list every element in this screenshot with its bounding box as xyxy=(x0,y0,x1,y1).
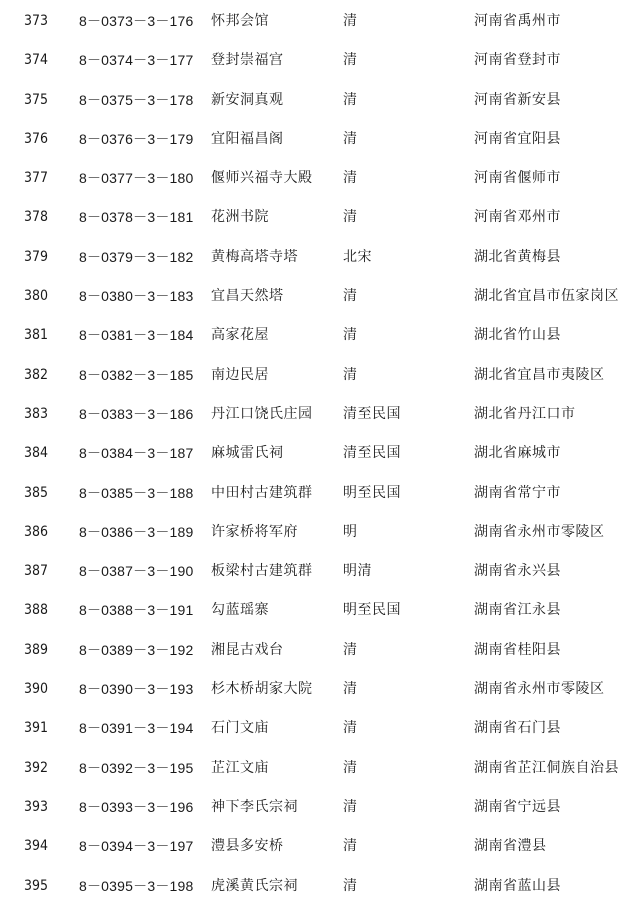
site-name-cell: 勾蓝瑶寨 xyxy=(211,602,269,619)
location-cell: 湖南省宁远县 xyxy=(474,798,561,815)
era-cell: 清 xyxy=(343,327,358,344)
heritage-code-cell: 8－0385－3－188 xyxy=(79,484,194,501)
serial-number-cell: 376 xyxy=(24,130,49,147)
table-row xyxy=(0,277,640,316)
site-name-cell: 怀邦会馆 xyxy=(211,13,269,29)
table-row xyxy=(0,591,640,630)
table-row xyxy=(0,670,640,709)
site-name-cell: 澧县多安桥 xyxy=(211,838,284,855)
heritage-code-cell: 8－0382－3－185 xyxy=(79,366,194,383)
era-cell: 清 xyxy=(343,798,358,815)
location-cell: 湖南省永州市零陵区 xyxy=(474,523,605,540)
table-row xyxy=(0,434,640,473)
era-cell: 清 xyxy=(343,720,358,737)
serial-number-cell: 387 xyxy=(24,563,49,580)
location-cell: 湖北省竹山县 xyxy=(474,327,561,344)
heritage-code-cell: 8－0378－3－181 xyxy=(79,209,194,226)
table-row xyxy=(0,198,640,237)
era-cell: 清 xyxy=(343,877,358,894)
serial-number-cell: 393 xyxy=(24,798,49,815)
site-name-cell: 南边民居 xyxy=(211,366,269,383)
heritage-code-cell: 8－0377－3－180 xyxy=(79,170,194,187)
location-cell: 河南省新安县 xyxy=(474,91,561,108)
era-cell: 清 xyxy=(343,52,358,69)
location-cell: 湖南省澧县 xyxy=(474,838,547,855)
serial-number-cell: 389 xyxy=(24,641,49,658)
table-row xyxy=(0,238,640,277)
heritage-code-cell: 8－0394－3－197 xyxy=(79,838,194,855)
era-cell: 清 xyxy=(343,91,358,108)
heritage-code-cell: 8－0388－3－191 xyxy=(79,602,194,619)
serial-number-cell: 390 xyxy=(24,681,49,698)
table-row xyxy=(0,2,640,41)
heritage-code-cell: 8－0389－3－192 xyxy=(79,641,194,658)
site-name-cell: 黄梅高塔寺塔 xyxy=(211,248,298,265)
site-name-cell: 杉木桥胡家大院 xyxy=(211,681,313,698)
site-name-cell: 花洲书院 xyxy=(211,209,269,226)
table-row xyxy=(0,120,640,159)
heritage-code-cell: 8－0392－3－195 xyxy=(79,759,194,776)
heritage-code-cell: 8－0373－3－176 xyxy=(79,13,194,29)
location-cell: 河南省偃师市 xyxy=(474,170,561,187)
site-name-cell: 板梁村古建筑群 xyxy=(211,563,313,580)
site-name-cell: 湘昆古戏台 xyxy=(211,641,284,658)
table-row xyxy=(0,827,640,866)
serial-number-cell: 385 xyxy=(24,484,49,501)
table-row xyxy=(0,749,640,788)
era-cell: 清 xyxy=(343,641,358,658)
heritage-code-cell: 8－0390－3－193 xyxy=(79,681,194,698)
serial-number-cell: 386 xyxy=(24,523,49,540)
location-cell: 湖南省永兴县 xyxy=(474,563,561,580)
heritage-code-cell: 8－0380－3－183 xyxy=(79,288,194,305)
table-row xyxy=(0,316,640,355)
location-cell: 湖北省黄梅县 xyxy=(474,248,561,265)
heritage-code-cell: 8－0381－3－184 xyxy=(79,327,194,344)
era-cell: 清 xyxy=(343,170,358,187)
era-cell: 清 xyxy=(343,759,358,776)
era-cell: 清 xyxy=(343,130,358,147)
site-name-cell: 宜昌天然塔 xyxy=(211,288,284,305)
serial-number-cell: 374 xyxy=(24,52,49,69)
location-cell: 湖南省桂阳县 xyxy=(474,641,561,658)
site-name-cell: 许家桥将军府 xyxy=(211,523,298,540)
table-row xyxy=(0,81,640,120)
location-cell: 湖南省蓝山县 xyxy=(474,877,561,894)
era-cell: 清至民国 xyxy=(343,405,401,422)
serial-number-cell: 373 xyxy=(24,13,49,29)
site-name-cell: 芷江文庙 xyxy=(211,759,269,776)
era-cell: 清 xyxy=(343,288,358,305)
site-name-cell: 石门文庙 xyxy=(211,720,269,737)
era-cell: 清 xyxy=(343,13,358,29)
serial-number-cell: 379 xyxy=(24,248,49,265)
site-name-cell: 虎溪黄氏宗祠 xyxy=(211,877,298,894)
table-row xyxy=(0,41,640,80)
location-cell: 河南省禹州市 xyxy=(474,13,561,29)
site-name-cell: 新安洞真观 xyxy=(211,91,284,108)
location-cell: 湖南省石门县 xyxy=(474,720,561,737)
heritage-code-cell: 8－0376－3－179 xyxy=(79,130,194,147)
heritage-code-cell: 8－0384－3－187 xyxy=(79,445,194,462)
serial-number-cell: 392 xyxy=(24,759,49,776)
serial-number-cell: 383 xyxy=(24,405,49,422)
site-name-cell: 中田村古建筑群 xyxy=(211,484,313,501)
location-cell: 湖北省宜昌市夷陵区 xyxy=(474,366,605,383)
table-row xyxy=(0,788,640,827)
era-cell: 北宋 xyxy=(343,248,372,265)
table-row xyxy=(0,552,640,591)
serial-number-cell: 384 xyxy=(24,445,49,462)
era-cell: 清 xyxy=(343,838,358,855)
table-row xyxy=(0,356,640,395)
serial-number-cell: 388 xyxy=(24,602,49,619)
serial-number-cell: 377 xyxy=(24,170,49,187)
era-cell: 明清 xyxy=(343,563,372,580)
heritage-code-cell: 8－0374－3－177 xyxy=(79,52,194,69)
table-row xyxy=(0,709,640,748)
location-cell: 湖北省丹江口市 xyxy=(474,405,576,422)
era-cell: 清 xyxy=(343,209,358,226)
table-row xyxy=(0,159,640,198)
serial-number-cell: 378 xyxy=(24,209,49,226)
serial-number-cell: 375 xyxy=(24,91,49,108)
heritage-list-table xyxy=(0,2,640,906)
era-cell: 明 xyxy=(343,523,358,540)
location-cell: 湖南省江永县 xyxy=(474,602,561,619)
location-cell: 湖南省常宁市 xyxy=(474,484,561,501)
table-row xyxy=(0,513,640,552)
era-cell: 明至民国 xyxy=(343,602,401,619)
table-row xyxy=(0,474,640,513)
table-row xyxy=(0,631,640,670)
heritage-code-cell: 8－0383－3－186 xyxy=(79,405,194,422)
serial-number-cell: 391 xyxy=(24,720,49,737)
heritage-code-cell: 8－0387－3－190 xyxy=(79,563,194,580)
era-cell: 清 xyxy=(343,366,358,383)
serial-number-cell: 395 xyxy=(24,877,49,894)
table-row xyxy=(0,395,640,434)
location-cell: 湖北省宜昌市伍家岗区 xyxy=(474,288,619,305)
era-cell: 清至民国 xyxy=(343,445,401,462)
serial-number-cell: 394 xyxy=(24,838,49,855)
site-name-cell: 登封崇福宫 xyxy=(211,52,284,69)
site-name-cell: 高家花屋 xyxy=(211,327,269,344)
site-name-cell: 神下李氏宗祠 xyxy=(211,798,298,815)
site-name-cell: 宜阳福昌阁 xyxy=(211,130,284,147)
site-name-cell: 麻城雷氏祠 xyxy=(211,445,284,462)
serial-number-cell: 382 xyxy=(24,366,49,383)
location-cell: 湖北省麻城市 xyxy=(474,445,561,462)
location-cell: 湖南省芷江侗族自治县 xyxy=(474,759,619,776)
heritage-code-cell: 8－0379－3－182 xyxy=(79,248,194,265)
table-row xyxy=(0,867,640,906)
location-cell: 河南省邓州市 xyxy=(474,209,561,226)
location-cell: 湖南省永州市零陵区 xyxy=(474,681,605,698)
serial-number-cell: 381 xyxy=(24,327,49,344)
serial-number-cell: 380 xyxy=(24,288,49,305)
site-name-cell: 丹江口饶氏庄园 xyxy=(211,405,313,422)
heritage-code-cell: 8－0393－3－196 xyxy=(79,798,194,815)
era-cell: 明至民国 xyxy=(343,484,401,501)
location-cell: 河南省登封市 xyxy=(474,52,561,69)
location-cell: 河南省宜阳县 xyxy=(474,130,561,147)
heritage-code-cell: 8－0386－3－189 xyxy=(79,523,194,540)
site-name-cell: 偃师兴福寺大殿 xyxy=(211,170,313,187)
era-cell: 清 xyxy=(343,681,358,698)
heritage-code-cell: 8－0375－3－178 xyxy=(79,91,194,108)
heritage-code-cell: 8－0391－3－194 xyxy=(79,720,194,737)
heritage-code-cell: 8－0395－3－198 xyxy=(79,877,194,894)
